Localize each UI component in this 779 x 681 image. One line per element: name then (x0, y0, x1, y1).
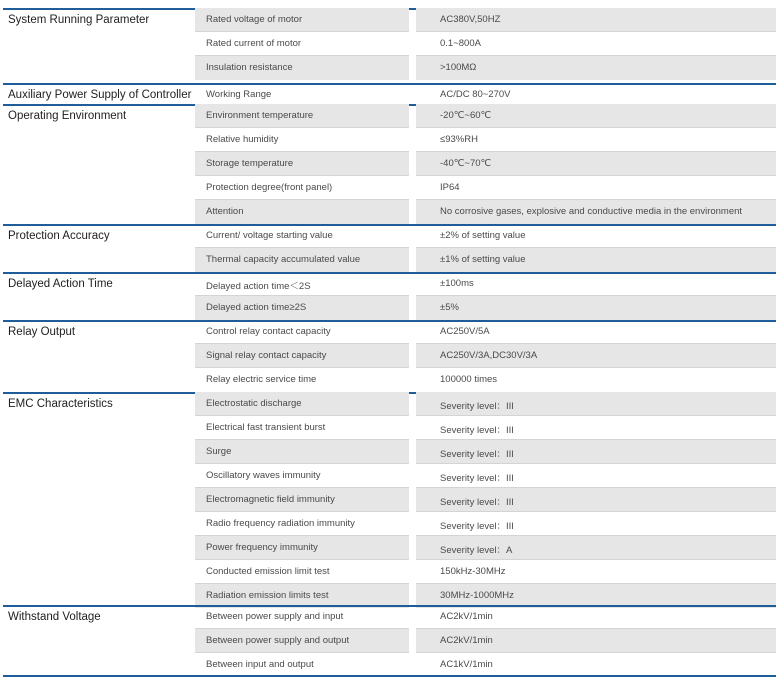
param-name: Thermal capacity accumulated value (206, 254, 361, 265)
param-value: Severity level：III (440, 449, 514, 460)
table-bottom-border (3, 675, 776, 677)
table-row (0, 629, 779, 653)
param-name: Radiation emission limits test (206, 590, 329, 601)
row-shading (416, 296, 776, 320)
spec-group (0, 320, 779, 392)
group-label: Relay Output (8, 326, 76, 338)
group-label: Protection Accuracy (8, 230, 110, 242)
table-row (0, 344, 779, 368)
param-value: Severity level：III (440, 401, 514, 412)
param-value: -20℃~60℃ (440, 110, 492, 121)
table-row (0, 128, 779, 152)
param-name: Protection degree(front panel) (206, 182, 333, 193)
table-row (0, 440, 779, 464)
spec-group (0, 392, 779, 608)
param-name: Delayed action time＜2S (206, 281, 311, 292)
param-name: Conducted emission limit test (206, 566, 330, 577)
group-label: System Running Parameter (8, 14, 150, 26)
spec-group (0, 605, 779, 677)
table-row (0, 176, 779, 200)
table-row (0, 536, 779, 560)
param-value: AC2kV/1min (440, 635, 493, 646)
param-value: AC250V/3A,DC30V/3A (440, 350, 538, 361)
param-value: ±1% of setting value (440, 254, 526, 265)
param-value: Severity level：III (440, 473, 514, 484)
table-row (0, 104, 779, 128)
param-name: Electrostatic discharge (206, 398, 302, 409)
table-row (0, 320, 779, 344)
param-value: ≤93%RH (440, 134, 478, 145)
param-value: AC/DC 80~270V (440, 89, 511, 100)
table-row (0, 416, 779, 440)
param-value: -40℃~70℃ (440, 158, 492, 169)
param-value: Severity level：A (440, 545, 513, 556)
spec-group (0, 224, 779, 272)
param-value: ±2% of setting value (440, 230, 526, 241)
param-value: IP64 (440, 182, 460, 193)
table-row (0, 32, 779, 56)
param-value: AC250V/5A (440, 326, 490, 337)
table-row (0, 653, 779, 677)
param-name: Between input and output (206, 659, 314, 670)
param-value: 0.1~800A (440, 38, 481, 49)
table-row (0, 56, 779, 80)
param-name: Rated current of motor (206, 38, 302, 49)
param-name: Surge (206, 446, 232, 457)
table-row (0, 560, 779, 584)
param-value: Severity level：III (440, 521, 514, 532)
param-value: AC380V,50HZ (440, 14, 501, 25)
param-name: Rated voltage of motor (206, 14, 303, 25)
table-row (0, 200, 779, 224)
table-row (0, 296, 779, 320)
param-name: Relay electric service time (206, 374, 317, 385)
spec-group (0, 272, 779, 320)
param-name: Between power supply and input (206, 611, 344, 622)
param-value: 100000 times (440, 374, 498, 385)
param-name: Storage temperature (206, 158, 294, 169)
param-value: ±5% (440, 302, 459, 313)
param-value: 150kHz-30MHz (440, 566, 506, 577)
param-name: Environment temperature (206, 110, 314, 121)
param-name: Relative humidity (206, 134, 279, 145)
table-row (0, 248, 779, 272)
table-row (0, 392, 779, 416)
param-name: Electrical fast transient burst (206, 422, 326, 433)
param-value: Severity level：III (440, 425, 514, 436)
group-label: Withstand Voltage (8, 611, 101, 623)
table-row (0, 512, 779, 536)
param-value: No corrosive gases, explosive and conductive media in the environment (440, 206, 743, 217)
table-row (0, 224, 779, 248)
param-value: Severity level：III (440, 497, 514, 508)
group-label: Auxiliary Power Supply of Controller (8, 89, 192, 101)
param-name: Between power supply and output (206, 635, 350, 646)
spec-group (0, 8, 779, 80)
param-name: Working Range (206, 89, 272, 100)
table-row (0, 488, 779, 512)
group-label: Delayed Action Time (8, 278, 113, 290)
param-value: >100MΩ (440, 62, 477, 73)
table-row (0, 605, 779, 629)
param-name: Attention (206, 206, 244, 217)
param-name: Electromagnetic field immunity (206, 494, 335, 505)
param-name: Power frequency immunity (206, 542, 318, 553)
spec-group (0, 104, 779, 224)
param-name: Delayed action time≥2S (206, 302, 307, 313)
param-name: Oscillatory waves immunity (206, 470, 321, 481)
table-row (0, 368, 779, 392)
param-name: Radio frequency radiation immunity (206, 518, 355, 529)
param-name: Control relay contact capacity (206, 326, 331, 337)
param-value: AC2kV/1min (440, 611, 493, 622)
group-label: Operating Environment (8, 110, 127, 122)
table-row (0, 8, 779, 32)
table-row (0, 464, 779, 488)
param-value: AC1kV/1min (440, 659, 493, 670)
param-value: 30MHz-1000MHz (440, 590, 514, 601)
table-row (0, 152, 779, 176)
group-label: EMC Characteristics (8, 398, 113, 410)
table-row (0, 272, 779, 296)
param-name: Insulation resistance (206, 62, 293, 73)
param-value: ±100ms (440, 278, 474, 289)
param-name: Signal relay contact capacity (206, 350, 327, 361)
param-name: Current/ voltage starting value (206, 230, 333, 241)
